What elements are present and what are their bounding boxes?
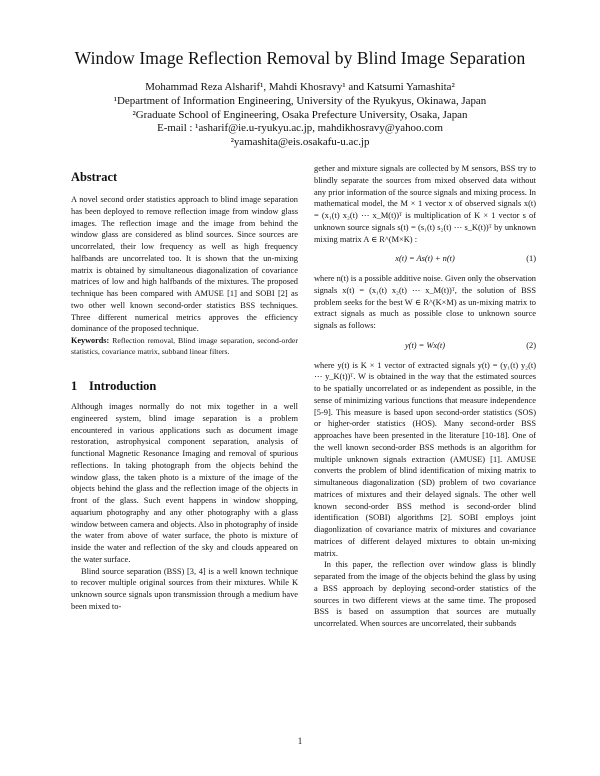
page-number: 1: [297, 736, 303, 746]
author-block: [40, 81, 560, 150]
equation-1-body: x(t) = As(t) + n(t): [395, 254, 455, 264]
equation-1-number: (1): [526, 254, 536, 264]
body-paragraph-4: In this paper, the reflection over window glass is blindly separated from the image of the objects behind the glass by using a BSS approach by deploying second-order statistics of the sources in two different views at the same time. The proposed BSS is based on assumption that sources are mutually uncorrelated. When sources are uncorrelated, their subbands: [314, 560, 536, 628]
section-number: 1: [71, 379, 78, 393]
keywords-label: Keywords:: [71, 336, 110, 345]
equation-2-body: y(t) = Wx(t): [404, 340, 446, 350]
email-line-1: E-mail : ¹asharif@ie.u-ryukyu.ac.jp, mahdikhosravy@yahoo.com: [157, 122, 443, 135]
keywords: [71, 335, 298, 357]
email-line-2: ²yamashita@eis.osakafu-u.ac.jp: [230, 136, 370, 149]
section-heading-introduction: [71, 379, 298, 393]
equation-2: [314, 340, 536, 352]
equation-1: [314, 253, 536, 265]
abstract-heading: Abstract: [71, 170, 118, 184]
abstract-text: A novel second order statistics approach to blind image separation has been deployed to remove reflection image from window glass images. The reflection image and the image from behind the window glass are considered as blind sources. Since sources are uncorrelated, their low frequency as well as high frequency halfbands are uncorrelated too. It is shown that the un-mixing matrix is obtained by simultaneous diagonalization of covariance matrices of low and high halfbands of the mixtures. The proposed technique has been compared with AMUSE [1] and SOBI [2] as two other well known second-order statistics BSS techniques. Three different numerical metrics approves the efficiency dominance of the proposed technique.: [71, 195, 298, 334]
keywords-text: Reflection removal, Blind image separation, second-order statistics, covariance matrix, subband linear filters.: [71, 336, 298, 356]
right-column: [314, 163, 536, 630]
body-paragraph-1: gether and mixture signals are collected by M sensors, BSS try to blindly separate the sources from mixed observed data without any prior information of the source signals and mixing process. In mathematical model, the M × 1 vector x of observed signals x(t) = (x₁(t) x₂(t) ⋯ x_M(t))ᵀ is multiplication of K × 1 vector s of unknown source signals s(t) = (s₁(t) s₂(t) ⋯ s_K(t))ᵀ by unknown mixing matrix A ∈ R^(M×K) :: [314, 164, 536, 244]
body-paragraph-3: where y(t) is K × 1 vector of extracted signals y(t) = (y₁(t) y₂(t) ⋯ y_K(t))ᵀ. W is obtained in the way that the estimated sources to be spatially uncorrelated or as independent as possible, in the sense of minimizing various functions that measure independence [5-9]. This measure is based upon second-order statistics (SOS) or higher-order statistics (HOS). Many second-order BSS approaches have been presented in the literature [10-18]. One of the well known second-order BSS methods is an algorithm for multiple unknown signals extraction (AMUSE) [1]. AMUSE converts the problem of blind identification of mixing matrix to simultaneous diagonalization (SD) problem of two covariance matrices of mixtures and their delayed signals. The other well known second-order BSS method is second-order blind identification (SOBI) algorithms [2]. SOBI employs joint diagonlization of covariance matrix of mixtures and covariance matrices of different delayed mixtures to obtain un-mixing matrix.: [314, 360, 536, 558]
intro-paragraph-1: Although images normally do not mix together in a well engineered system, blind image separation is a problem encountered in various applications such as document image restoration, astrophysical component separation, analysis of functional Magnetic Resonance Imaging and removal of spurious reflections. In taking photograph from the objects behind the window glass, the taken photo is a mixture of the image of the objects behind the glass and the reflection image of the objects in front of the glass. Such event happens in window shopping, aquarium photography and any other photography with a glass window between camera and objects. Also in photography of inside the water from above of water surface, the photo is mixture of inside the water and reflection of the sky and clouds appeared on the water surface.: [71, 402, 298, 564]
affiliation-1: ¹Department of Information Engineering, University of the Ryukyus, Okinawa, Japan: [113, 94, 487, 107]
equation-2-number: (2): [526, 340, 536, 350]
left-column: [71, 170, 298, 613]
affiliation-2: ²Graduate School of Engineering, Osaka Prefecture University, Osaka, Japan: [132, 108, 468, 121]
body-paragraph-2: where n(t) is a possible additive noise. Given only the observation signals x(t) = (x₁(t) x₂(t) ⋯ x_M(t))ᵀ, the solution of BSS problem seeks for the best W ∈ R^(K×M) as un-mixing matrix to extract signals as much as possible close to unknown source signals as follows:: [314, 274, 536, 330]
author-names: Mohammad Reza Alsharif¹, Mahdi Khosravy¹ and Katsumi Yamashita²: [145, 81, 455, 93]
section-title: Introduction: [89, 379, 157, 393]
paper-title: Window Image Reflection Removal by Blind Image Separation: [74, 48, 526, 68]
intro-paragraph-2: Blind source separation (BSS) [3, 4] is a well known technique to recover multiple original sources from their mixtures. While K unknown source signals upon transmission through a medium have been mixed to-: [71, 566, 298, 611]
